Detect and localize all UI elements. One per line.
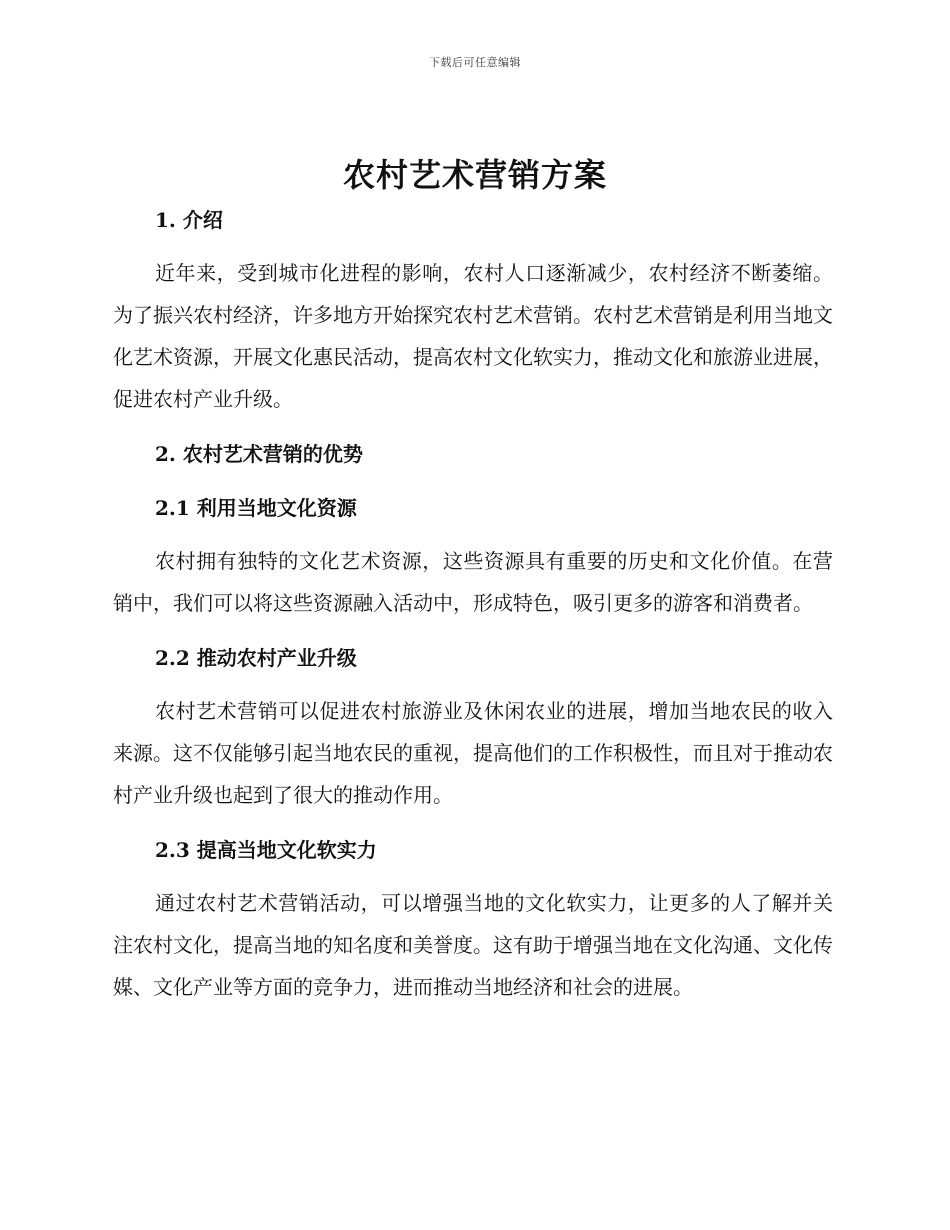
header-note: 下载后可任意编辑 [429,56,521,69]
section-heading-advantages: 2. 农村艺术营销的优势 [155,442,363,466]
section-paragraph-local-culture: 农村拥有独特的文化艺术资源，这些资源具有重要的历史和文化价值。在营销中，我们可以将这些资源融入活动中，形成特色，吸引更多的游客和消费者。 [113,549,833,615]
section-paragraph-introduction: 近年来，受到城市化进程的影响，农村人口逐渐减少，农村经济不断萎缩。为了振兴农村经济，许多地方开始探究农村艺术营销。农村艺术营销是利用当地文化艺术资源，开展文化惠民活动，提高农村文化软实力，推动文化和旅游业进展，促进农村产业升级。 [113,261,833,411]
section-paragraph-soft-power: 通过农村艺术营销活动，可以增强当地的文化软实力，让更多的人了解并关注农村文化，提高当地的知名度和美誉度。这有助于增强当地在文化沟通、文化传媒、文化产业等方面的竞争力，进而推动当地经济和社会的进展。 [113,891,833,999]
section-heading-industry-upgrade: 2.2 推动农村产业升级 [155,646,357,670]
document-body [113,200,833,1008]
section-heading-soft-power: 2.3 提高当地文化软实力 [155,838,377,862]
section-heading-introduction: 1. 介绍 [155,208,223,232]
section-paragraph-industry-upgrade: 农村艺术营销可以促进农村旅游业及休闲农业的进展，增加当地农民的收入来源。这不仅能够引起当地农民的重视，提高他们的工作积极性，而且对于推动农村产业升级也起到了很大的推动作用。 [113,699,833,807]
document-title: 农村艺术营销方案 [342,156,607,194]
section-heading-local-culture: 2.1 利用当地文化资源 [155,496,357,520]
